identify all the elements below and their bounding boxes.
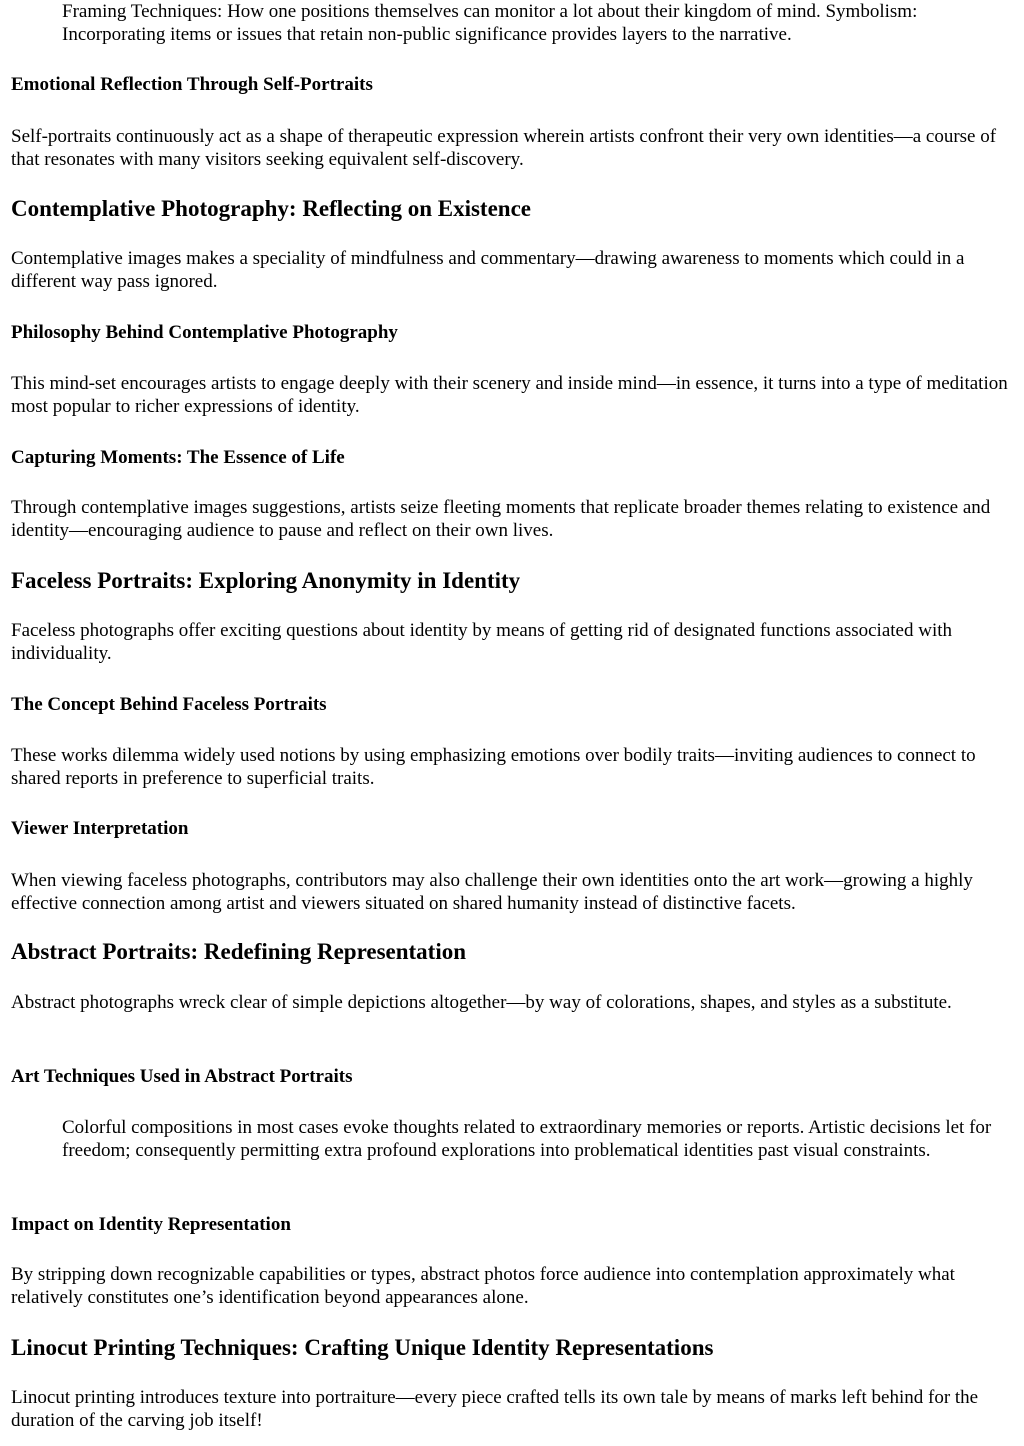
section-text-contemplative-photography: Contemplative images makes a speciality of mindfulness and commentary—drawing awareness to moments which could in a different way pass ignored. [11,248,965,292]
section-text-identity-impact: By stripping down recognizable capabilities or types, abstract photos force audience into contemplation approximately what relatively constitutes one’s identification beyond appearances alone. [11,1264,955,1308]
section-heading-contemplative-photography: Contemplative Photography: Reflecting on Existence [11,196,531,221]
section-text-linocut-printing: Linocut printing introduces texture into portraiture—every piece crafted tells its own tale by means of marks left behind for the duration of the carving job itself! [11,1387,979,1431]
section-text-faceless-concept: These works dilemma widely used notions by using emphasizing emotions over bodily traits—inviting audiences to connect to shared reports in preference to superficial traits. [11,745,976,789]
section-text-emotional-reflection: Self-portraits continuously act as a shape of therapeutic expression wherein artists confront their very own identities—a course of that resonates with many visitors seeking equivalent self-discovery. [11,126,997,170]
section-heading-identity-impact: Impact on Identity Representation [11,1214,291,1235]
section-text-art-techniques: Colorful compositions in most cases evoke thoughts related to extraordinary memories or reports. Artistic decisions let for freedom; consequently permitting extra profound explorations into problematical identities past visual constraints. [62,1117,992,1161]
section-text-faceless-portraits: Faceless photographs offer exciting questions about identity by means of getting rid of designated functions associated with individuality. [11,620,953,664]
section-heading-abstract-portraits: Abstract Portraits: Redefining Representation [11,939,467,964]
section-heading-faceless-concept: The Concept Behind Faceless Portraits [11,694,327,715]
section-heading-philosophy: Philosophy Behind Contemplative Photography [11,322,398,343]
section-text-capturing-moments: Through contemplative images suggestions, artists seize fleeting moments that replicate broader themes relating to existence and identity—encouraging audience to pause and reflect on their own lives. [11,497,991,541]
section-text-philosophy: This mind-set encourages artists to engage deeply with their scenery and inside mind—in essence, it turns into a type of meditation most popular to richer expressions of identity. [11,373,1008,417]
section-heading-art-techniques: Art Techniques Used in Abstract Portraits [11,1066,353,1087]
section-text-abstract-portraits: Abstract photographs wreck clear of simple depictions altogether—by way of colorations, shapes, and styles as a substitute. [11,992,952,1013]
section-heading-emotional-reflection: Emotional Reflection Through Self-Portraits [11,74,373,95]
section-heading-faceless-portraits: Faceless Portraits: Exploring Anonymity in Identity [11,568,521,593]
section-text-viewer-interpretation: When viewing faceless photographs, contributors may also challenge their own identities onto the art work—growing a highly effective connection among artist and viewers situated on shared humanity instead of distinctive facets. [11,870,973,914]
section-heading-viewer-interpretation: Viewer Interpretation [11,818,189,839]
intro-blockquote: Framing Techniques: How one positions themselves can monitor a lot about their kingdom of mind. Symbolism: Incorporating items or issues that retain non-public significance provides layers to the narrative. [62,1,918,45]
section-heading-capturing-moments: Capturing Moments: The Essence of Life [11,447,345,468]
section-heading-linocut-printing: Linocut Printing Techniques: Crafting Unique Identity Representations [11,1335,714,1360]
